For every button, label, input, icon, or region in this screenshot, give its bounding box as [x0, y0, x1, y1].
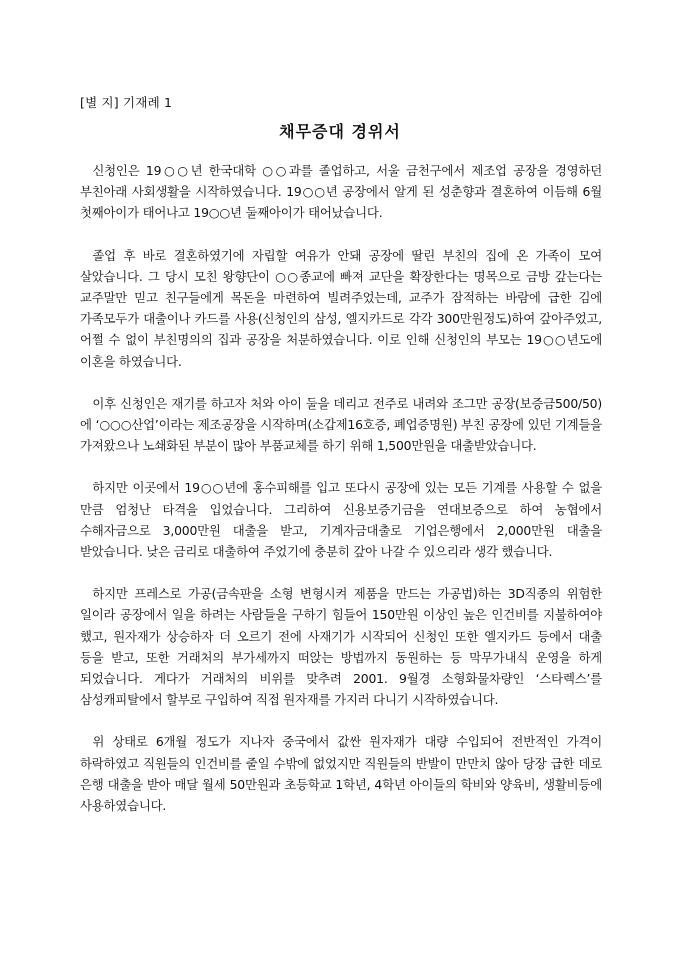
- paragraph-6: 위 상태로 6개월 정도가 지나자 중국에서 값싼 원자재가 대량 수입되어 전반적인 가격이 하락하였고 직원들의 인건비를 줄일 수밖에 없었지만 직원들의 반발이 만만치 않아 당장 급한 데로 은행 대출을 받아 매달 월세 50만원과 초등학교 1학년, 4학년 아이들의 학비와 양육비, 생활비등에 사용하였습니다.: [80, 734, 602, 814]
- paragraph-1: 신청인은 19○○년 한국대학 ○○과를 졸업하고, 서울 금천구에서 제조업 공장을 경영하던 부친아래 사회생활을 시작하였습니다. 19○○년 공장에서 알게 된 성춘향과 결혼하여 이듬해 6월 첫째아이가 태어나고 19○○년 둘째아이가 태어났습니다.: [80, 163, 602, 221]
- document-body: [80, 160, 602, 837]
- paragraph-5: 하지만 프레스로 가공(금속판을 소형 변형시켜 제품을 만드는 가공법)하는 3D직종의 위험한 일이라 공장에서 일을 하려는 사람들을 구하기 힘들어 150만원 이상인 높은 인건비를 지불하여야 했고, 원자재가 상승하자 더 오르기 전에 사재기가 시작되어 신청인 또한 엘지카드 등에서 대출 등을 받고, 또한 거래처의 부가세까지 떠앉는 방법까지 동원하는 등 막무가내식 운영을 하게 되었습니다. 게다가 거래처의 비위를 맞추려 2001. 9월경 소형화물차량인 ‘스타렉스’를 삼성캐피탈에서 할부로 구입하여 직접 원자재를 가지러 다니기 시작하였습니다.: [80, 586, 602, 708]
- paragraph-3: 이후 신청인은 재기를 하고자 처와 아이 둘을 데리고 전주로 내려와 조그만 공장(보증금500/50)에 ‘○○○산업’이라는 제조공장을 시작하며(소갑제16호증, 폐업증명원) 부친 공장에 있던 기계들을 가져왔으나 노쇄화된 부분이 많아 부품교체를 하기 위해 1,500만원을 대출받았습니다.: [80, 395, 602, 454]
- document-title: 채무증대 경위서: [279, 122, 401, 141]
- annex-label: [별 지] 기재례 1: [80, 95, 173, 110]
- paragraph-2: 졸업 후 바로 결혼하였기에 자립할 여유가 안돼 공장에 딸린 부친의 집에 온 가족이 모여 살았습니다. 그 당시 모친 왕향단이 ○○종교에 빠져 교단을 확장한다는 명목으로 금방 갚는다는 교주말만 믿고 친구들에게 목돈을 마련하여 빌려주었는데, 교주가 잠적하는 바람에 급한 김에 가족모두가 대출이나 카드를 사용(신청인의 삼성, 엘지카드로 각각 300만원정도)하여 갚아주었고, 어쩔 수 없이 부친명의의 집과 공장을 처분하였습니다. 이로 인해 신청인의 부모는 19○○년도에 이혼을 하였습니다.: [80, 247, 602, 369]
- paragraph-4: 하지만 이곳에서 19○○년에 홍수피해를 입고 또다시 공장에 있는 모든 기계를 사용할 수 없을 만큼 엄청난 타격을 입었습니다. 그리하여 신용보증기금을 연대보증으로 하여 농협에서 수해자금으로 3,000만원 대출을 받고, 기계자금대출로 기업은행에서 2,000만원 대출을 받았습니다. 낮은 금리로 대출하여 주었기에 충분히 갚아 나갈 수 있으리라 생각 했습니다.: [80, 480, 602, 560]
